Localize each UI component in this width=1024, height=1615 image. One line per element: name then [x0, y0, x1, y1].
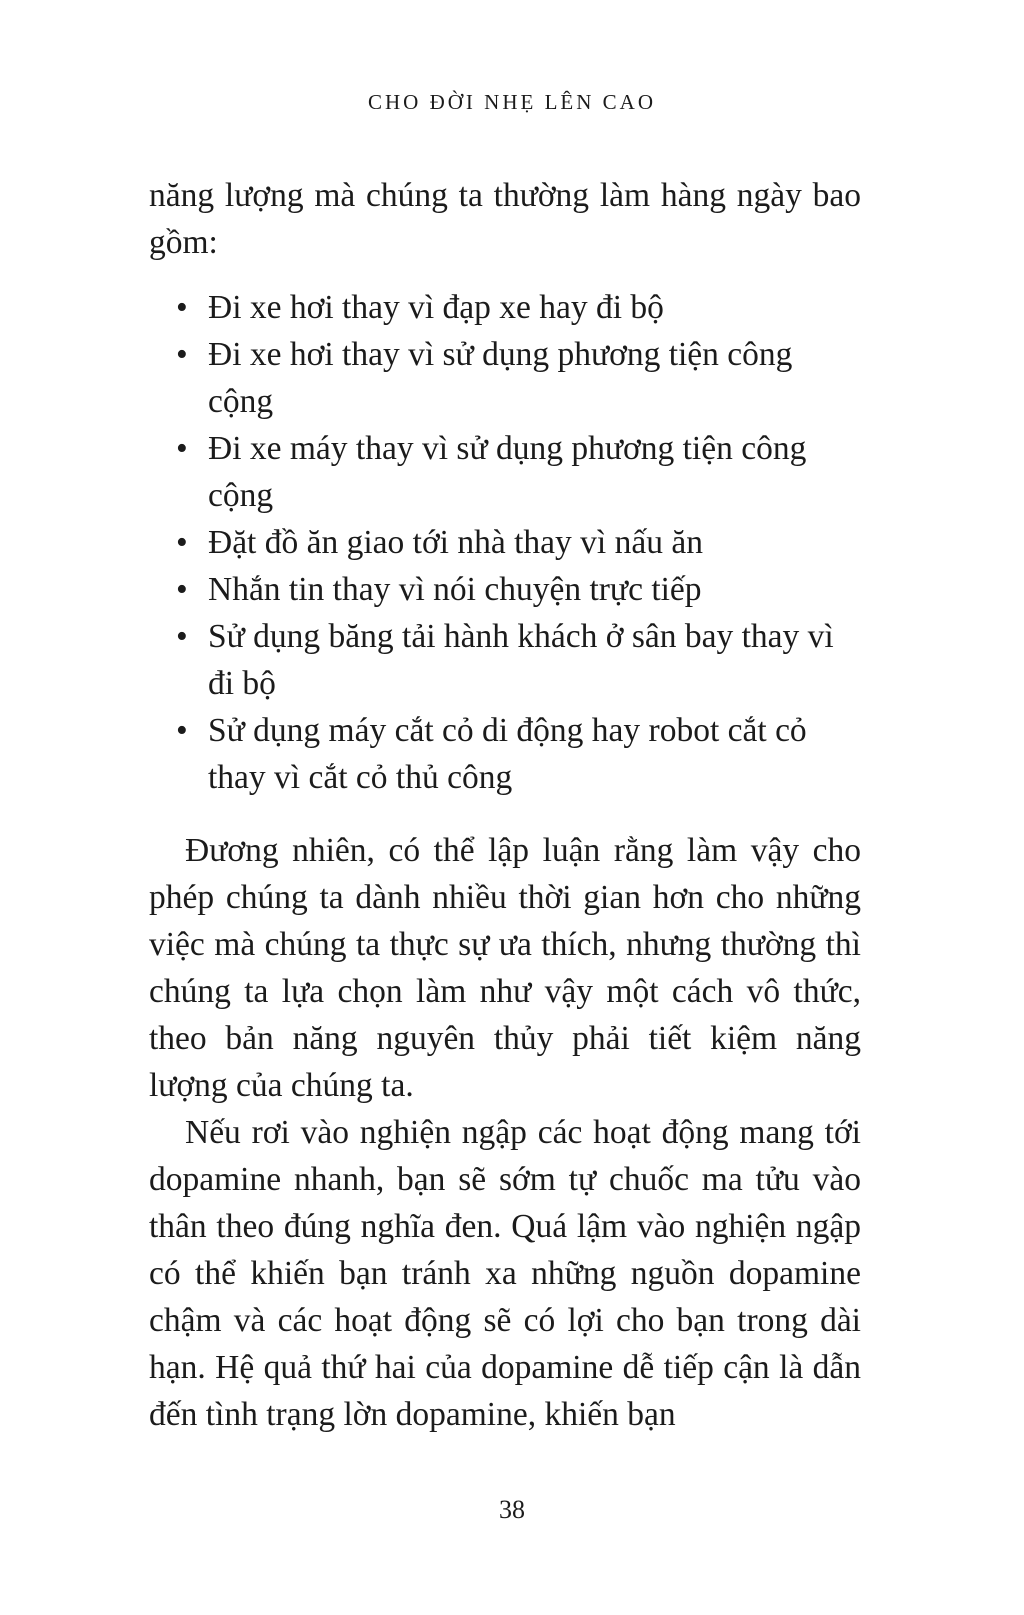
bullet-text: Đặt đồ ăn giao tới nhà thay vì nấu ăn [208, 524, 703, 561]
bullet-text: Sử dụng máy cắt cỏ di động hay robot cắt cỏ thay vì cắt cỏ thủ công [208, 712, 807, 796]
bullet-text: Đi xe máy thay vì sử dụng phương tiện công cộng [208, 430, 807, 514]
page-number: 38 [499, 1495, 525, 1524]
running-header: CHO ĐỜI NHẸ LÊN CAO [368, 90, 656, 114]
bullet-text: Sử dụng băng tải hành khách ở sân bay thay vì đi bộ [208, 618, 834, 702]
bullet-item [149, 707, 861, 801]
bullet-item [149, 519, 861, 566]
bullet-item [149, 284, 861, 331]
bullet-item [149, 566, 861, 613]
bullet-icon: • [176, 571, 188, 608]
bullet-icon: • [176, 289, 188, 326]
bullet-icon: • [176, 712, 188, 749]
bullet-text: Đi xe hơi thay vì sử dụng phương tiện công cộng [208, 336, 793, 420]
bullet-item [149, 613, 861, 707]
bullet-item [149, 425, 861, 519]
page-body [149, 172, 861, 1438]
intro-paragraph: năng lượng mà chúng ta thường làm hàng ngày bao gồm: [149, 177, 861, 261]
bullet-icon: • [176, 430, 188, 467]
bullet-icon: • [176, 524, 188, 561]
bullet-list [149, 284, 861, 801]
bullet-item [149, 331, 861, 425]
bullet-icon: • [176, 618, 188, 655]
body-paragraph: Đương nhiên, có thể lập luận rằng làm vậy cho phép chúng ta dành nhiều thời gian hơn cho những việc mà chúng ta thực sự ưa thích, nhưng thường thì chúng ta lựa chọn làm như vậy một cách vô thức, theo bản năng nguyên thủy phải tiết kiệm năng lượng của chúng ta. [149, 832, 861, 1104]
body-paragraph: Nếu rơi vào nghiện ngập các hoạt động mang tới dopamine nhanh, bạn sẽ sớm tự chuốc ma tửu vào thân theo đúng nghĩa đen. Quá lậm vào nghiện ngập có thể khiến bạn tránh xa những nguồn dopamine chậm và các hoạt động sẽ có lợi cho bạn trong dài hạn. Hệ quả thứ hai của dopamine dễ tiếp cận là dẫn đến tình trạng lờn dopamine, khiến bạn [149, 1114, 861, 1433]
bullet-text: Đi xe hơi thay vì đạp xe hay đi bộ [208, 289, 664, 326]
bullet-icon: • [176, 336, 188, 373]
bullet-text: Nhắn tin thay vì nói chuyện trực tiếp [208, 571, 702, 608]
